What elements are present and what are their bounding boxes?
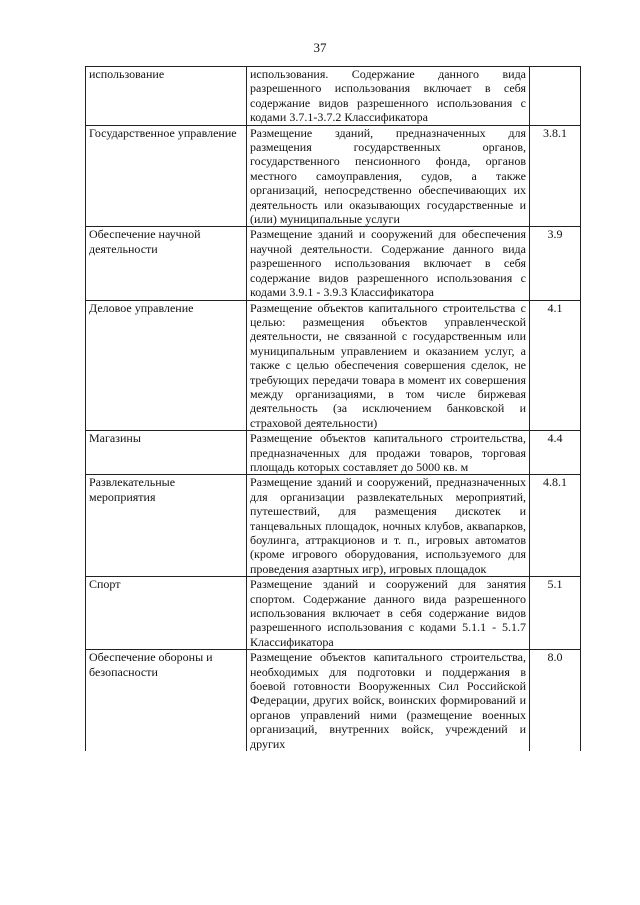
table-row (86, 650, 581, 751)
use-description-cell: Размещение зданий и сооружений для обеспечения научной деятельности. Содержание данного вида разрешенного использования включает в себя содержание видов разрешенного использования с кодами 3.9.1 - 3.9.3 Классификатора (247, 227, 530, 300)
use-code-cell: 4.8.1 (530, 475, 581, 577)
use-description-cell: Размещение объектов капитального строительства с целью: размещения объектов управленческой деятельности, не связанной с государственным или муниципальным управлением и оказанием услуг, а также с целью обеспечения совершения сделок, не требующих передачи товара в момент их совершения между организациями, в том числе биржевая деятельность (за исключением банковской и страховой деятельности) (247, 300, 530, 431)
use-name-cell: Обеспечение научной деятельности (86, 227, 247, 300)
use-description-cell: Размещение зданий, предназначенных для размещения государственных органов, государственного пенсионного фонда, органов местного самоуправления, судов, а также организаций, непосредственно обеспечивающих их деятельность или оказывающих государственные и (или) муниципальные услуги (247, 125, 530, 227)
use-code-cell: 3.8.1 (530, 125, 581, 227)
table-row (86, 227, 581, 300)
table-row (86, 431, 581, 475)
table-row (86, 577, 581, 650)
use-description-cell: использования. Содержание данного вида разрешенного использования включает в себя содержание видов разрешенного использования с кодами 3.7.1-3.7.2 Классификатора (247, 67, 530, 126)
table-row (86, 125, 581, 227)
use-description-cell: Размещение зданий и сооружений, предназначенных для организации развлекательных мероприятий, путешествий, для размещения дискотек и танцевальных площадок, ночных клубов, аквапарков, боулинга, аттракционов и т. п., игровых автоматов (кроме игрового оборудования, используемого для проведения азартных игр), игровых площадок (247, 475, 530, 577)
use-name-cell: Спорт (86, 577, 247, 650)
use-name-cell: Обеспечение обороны и безопасности (86, 650, 247, 751)
table-row (86, 67, 581, 126)
use-code-cell: 4.4 (530, 431, 581, 475)
use-description-cell: Размещение объектов капитального строительства, предназначенных для продажи товаров, торговая площадь которых составляет до 5000 кв. м (247, 431, 530, 475)
use-code-cell: 5.1 (530, 577, 581, 650)
use-name-cell: Деловое управление (86, 300, 247, 431)
use-code-cell: 8.0 (530, 650, 581, 751)
land-use-table (85, 66, 581, 751)
table-row (86, 475, 581, 577)
use-code-cell: 4.1 (530, 300, 581, 431)
use-name-cell: Магазины (86, 431, 247, 475)
page-number: 37 (313, 40, 327, 55)
table-row (86, 300, 581, 431)
use-name-cell: использование (86, 67, 247, 126)
use-description-cell: Размещение зданий и сооружений для занятия спортом. Содержание данного вида разрешенного использования включает в себя содержание видов разрешенного использования с кодами 5.1.1 - 5.1.7 Классификатора (247, 577, 530, 650)
use-name-cell: Развлекательные мероприятия (86, 475, 247, 577)
use-name-cell: Государственное управление (86, 125, 247, 227)
use-description-cell: Размещение объектов капитального строительства, необходимых для подготовки и поддержания в боевой готовности Вооруженных Сил Российской Федерации, других войск, воинских формирований и органов управлений ними (размещение военных организаций, внутренних войск, учреждений и других (247, 650, 530, 751)
use-code-cell: 3.9 (530, 227, 581, 300)
use-code-cell (530, 67, 581, 126)
